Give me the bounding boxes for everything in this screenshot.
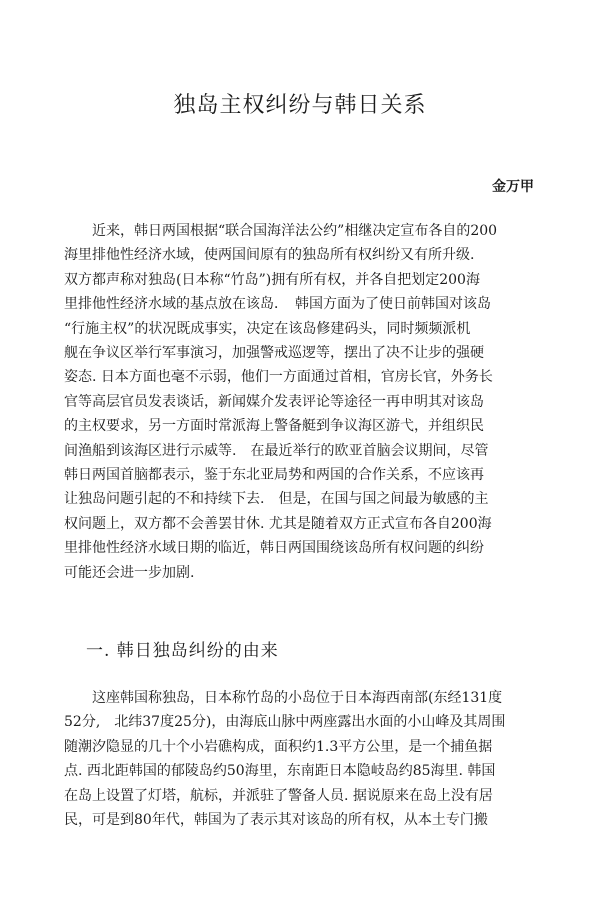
paragraph-line: 的主权要求，另一方面时常派海上警备艇到争议海区游弋，并组织民 (64, 418, 484, 435)
paragraph-line: 点. 西北距韩国的郁陵岛约50海里，东南距日本隐岐岛约85海里. 韩国 (64, 763, 496, 780)
paragraph-line: 里排他性经济水域日期的临近，韩日两国围绕该岛所有权问题的纠纷 (64, 540, 484, 557)
section1-paragraph (64, 686, 550, 832)
paragraph-line: 双方都声称对独岛(日本称“竹岛”)拥有所有权，并各自把划定200海 (64, 271, 480, 288)
author-name: 金万甲 (492, 179, 534, 195)
paragraph-line: 近来，韩日两国根据“联合国海洋法公约”相继决定宣布各自的200 (92, 223, 498, 239)
section-heading: 一. 韩日独岛纠纷的由来 (86, 641, 279, 661)
paragraph-line: 间渔船到该海区进行示威等. 在最近举行的欧亚首脑会议期间，尽管 (64, 442, 489, 459)
paragraph-line: 权问题上，双方都不会善罢甘休. 尤其是随着双方正式宣布各自200海 (64, 515, 492, 532)
paragraph-line: 在岛上设置了灯塔，航标，并派驻了警备人员. 据说原来在岛上没有居 (64, 787, 493, 804)
paragraph-line: 52分, 北纬37度25分)，由海底山脉中两座露出水面的小山峰及其周围 (64, 714, 506, 731)
paragraph-line: 让独岛问题引起的不和持续下去. 但是，在国与国之间最为敏感的主 (64, 491, 489, 508)
paragraph-line: 里排他性经济水域的基点放在该岛． 韩国方面为了使日前韩国对该岛 (64, 296, 491, 313)
paragraph-line: 韩日两国首脑都表示，鉴于东北亚局势和两国的合作关系，不应该再 (64, 467, 484, 484)
paragraph-line: 舰在争议区举行军事演习，加强警戒巡逻等，摆出了决不让步的强硬 (64, 345, 484, 362)
paragraph-line: 官等高层官员发表谈话，新闻媒介发表评论等途径一再申明其对该岛 (64, 393, 484, 410)
paragraph-line: 民，可是到80年代，韩国为了表示其对该岛的所有权，从本土专门搬 (64, 812, 488, 829)
paragraph-line: “行施主权”的状况既成事实，决定在该岛修建码头，同时频频派机 (64, 320, 471, 337)
document-title: 独岛主权纠纷与韩日关系 (173, 93, 427, 118)
paragraph-line: 可能还会进一步加剧. (64, 564, 195, 581)
paragraph-line: 这座韩国称独岛，日本称竹岛的小岛位于日本海西南部(东经131度 (92, 690, 503, 706)
intro-paragraph (64, 219, 550, 585)
paragraph-line: 随潮汐隐显的几十个小岩礁构成，面积约1.3平方公里，是一个捕鱼据 (64, 738, 493, 755)
paragraph-line: 姿态. 日本方面也毫不示弱，他们一方面通过首相，官房长官，外务长 (64, 369, 493, 386)
paragraph-line: 海里排他性经济水域，使两国间原有的独岛所有权纠纷又有所升级. (64, 247, 475, 264)
